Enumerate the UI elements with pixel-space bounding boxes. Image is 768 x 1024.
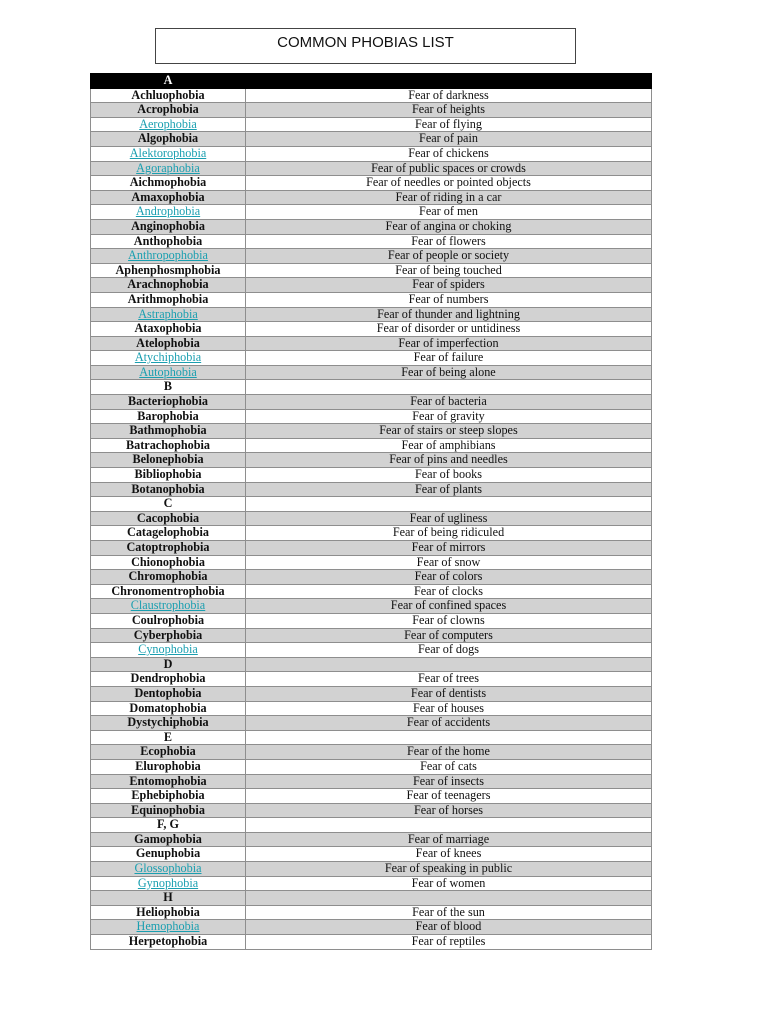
section-letter-row <box>91 891 652 906</box>
phobia-name: Anginophobia <box>91 219 246 234</box>
table-row <box>91 146 652 161</box>
phobia-name-link[interactable]: Cynophobia <box>91 643 246 658</box>
fear-description: Fear of the sun <box>246 905 652 920</box>
fear-description: Fear of plants <box>246 482 652 497</box>
phobia-name-link[interactable]: Astraphobia <box>91 307 246 322</box>
phobia-name-link[interactable]: Claustrophobia <box>91 599 246 614</box>
fear-description: Fear of colors <box>246 570 652 585</box>
table-row <box>91 716 652 731</box>
table-row <box>91 263 652 278</box>
phobias-table-body <box>91 74 652 950</box>
table-row <box>91 935 652 950</box>
table-row <box>91 789 652 804</box>
phobia-name-link[interactable]: Hemophobia <box>91 920 246 935</box>
table-row <box>91 219 652 234</box>
fear-description: Fear of women <box>246 876 652 891</box>
table-row <box>91 482 652 497</box>
table-row <box>91 205 652 220</box>
fear-description: Fear of dogs <box>246 643 652 658</box>
table-row <box>91 176 652 191</box>
table-row <box>91 234 652 249</box>
table-row <box>91 511 652 526</box>
phobia-name-link[interactable]: Anthropophobia <box>91 249 246 264</box>
phobia-name-link[interactable]: Alektorophobia <box>91 146 246 161</box>
phobia-name: Gamophobia <box>91 832 246 847</box>
phobia-name: Equinophobia <box>91 803 246 818</box>
phobias-table <box>90 73 652 950</box>
fear-description: Fear of dentists <box>246 686 652 701</box>
section-letter: C <box>91 497 246 512</box>
fear-description: Fear of angina or choking <box>246 219 652 234</box>
phobia-name: Chromophobia <box>91 570 246 585</box>
section-letter-row <box>91 818 652 833</box>
table-row <box>91 161 652 176</box>
phobia-name: Cyberphobia <box>91 628 246 643</box>
table-row <box>91 613 652 628</box>
phobia-name: Aphenphosmphobia <box>91 263 246 278</box>
fear-description: Fear of amphibians <box>246 438 652 453</box>
page-title: COMMON PHOBIAS LIST <box>155 28 576 64</box>
fear-description: Fear of snow <box>246 555 652 570</box>
phobia-name: Heliophobia <box>91 905 246 920</box>
fear-description: Fear of ugliness <box>246 511 652 526</box>
fear-description <box>246 730 652 745</box>
table-row <box>91 336 652 351</box>
table-row <box>91 570 652 585</box>
table-row <box>91 278 652 293</box>
fear-description: Fear of being touched <box>246 263 652 278</box>
table-row <box>91 774 652 789</box>
fear-description <box>246 818 652 833</box>
section-letter-row <box>91 74 652 89</box>
fear-description <box>246 74 652 89</box>
fear-description <box>246 497 652 512</box>
fear-description: Fear of heights <box>246 103 652 118</box>
phobia-name: Arachnophobia <box>91 278 246 293</box>
phobia-name: Arithmophobia <box>91 292 246 307</box>
phobia-name: Belonephobia <box>91 453 246 468</box>
fear-description: Fear of being ridiculed <box>246 526 652 541</box>
phobia-name: Catoptrophobia <box>91 541 246 556</box>
section-letter: B <box>91 380 246 395</box>
fear-description: Fear of clowns <box>246 613 652 628</box>
fear-description: Fear of thunder and lightning <box>246 307 652 322</box>
phobia-name: Ecophobia <box>91 745 246 760</box>
phobia-name: Ataxophobia <box>91 322 246 337</box>
fear-description: Fear of houses <box>246 701 652 716</box>
phobia-name: Dystychiphobia <box>91 716 246 731</box>
phobia-name: Genuphobia <box>91 847 246 862</box>
section-letter: E <box>91 730 246 745</box>
table-row <box>91 584 652 599</box>
table-row <box>91 862 652 877</box>
fear-description: Fear of clocks <box>246 584 652 599</box>
fear-description: Fear of accidents <box>246 716 652 731</box>
table-row <box>91 905 652 920</box>
phobia-name-link[interactable]: Agoraphobia <box>91 161 246 176</box>
fear-description: Fear of pain <box>246 132 652 147</box>
phobia-name: Amaxophobia <box>91 190 246 205</box>
phobia-name-link[interactable]: Gynophobia <box>91 876 246 891</box>
phobia-name: Ephebiphobia <box>91 789 246 804</box>
fear-description: Fear of gravity <box>246 409 652 424</box>
phobia-name: Coulrophobia <box>91 613 246 628</box>
phobia-name: Batrachophobia <box>91 438 246 453</box>
table-row <box>91 803 652 818</box>
fear-description: Fear of spiders <box>246 278 652 293</box>
phobia-name: Achluophobia <box>91 88 246 103</box>
fear-description: Fear of being alone <box>246 365 652 380</box>
phobia-name: Aichmophobia <box>91 176 246 191</box>
phobia-name: Herpetophobia <box>91 935 246 950</box>
table-row <box>91 876 652 891</box>
section-letter: F, G <box>91 818 246 833</box>
table-row <box>91 541 652 556</box>
table-row <box>91 599 652 614</box>
table-row <box>91 759 652 774</box>
fear-description: Fear of chickens <box>246 146 652 161</box>
phobia-name: Domatophobia <box>91 701 246 716</box>
fear-description <box>246 380 652 395</box>
phobia-name: Anthophobia <box>91 234 246 249</box>
table-row <box>91 365 652 380</box>
phobia-name: Chionophobia <box>91 555 246 570</box>
fear-description: Fear of public spaces or crowds <box>246 161 652 176</box>
table-row <box>91 409 652 424</box>
section-letter: A <box>91 74 246 89</box>
table-row <box>91 132 652 147</box>
table-row <box>91 453 652 468</box>
section-letter-row <box>91 657 652 672</box>
phobia-name: Atelophobia <box>91 336 246 351</box>
table-row <box>91 643 652 658</box>
section-letter-row <box>91 730 652 745</box>
table-row <box>91 307 652 322</box>
fear-description: Fear of flying <box>246 117 652 132</box>
fear-description: Fear of riding in a car <box>246 190 652 205</box>
table-row <box>91 628 652 643</box>
section-letter: D <box>91 657 246 672</box>
phobia-name-link[interactable]: Androphobia <box>91 205 246 220</box>
section-letter-row <box>91 497 652 512</box>
section-letter: H <box>91 891 246 906</box>
phobia-name: Chronomentrophobia <box>91 584 246 599</box>
phobia-name-link[interactable]: Autophobia <box>91 365 246 380</box>
table-row <box>91 292 652 307</box>
fear-description: Fear of numbers <box>246 292 652 307</box>
section-letter-row <box>91 380 652 395</box>
fear-description: Fear of trees <box>246 672 652 687</box>
fear-description: Fear of mirrors <box>246 541 652 556</box>
fear-description: Fear of reptiles <box>246 935 652 950</box>
fear-description: Fear of pins and needles <box>246 453 652 468</box>
table-row <box>91 351 652 366</box>
fear-description <box>246 891 652 906</box>
table-row <box>91 395 652 410</box>
phobia-name: Algophobia <box>91 132 246 147</box>
table-row <box>91 832 652 847</box>
phobia-name: Bacteriophobia <box>91 395 246 410</box>
fear-description: Fear of blood <box>246 920 652 935</box>
fear-description: Fear of stairs or steep slopes <box>246 424 652 439</box>
fear-description: Fear of imperfection <box>246 336 652 351</box>
table-row <box>91 555 652 570</box>
table-row <box>91 322 652 337</box>
phobia-name: Bibliophobia <box>91 468 246 483</box>
fear-description: Fear of men <box>246 205 652 220</box>
table-row <box>91 103 652 118</box>
table-row <box>91 88 652 103</box>
phobia-name: Dendrophobia <box>91 672 246 687</box>
fear-description: Fear of the home <box>246 745 652 760</box>
fear-description <box>246 657 652 672</box>
table-row <box>91 672 652 687</box>
fear-description: Fear of cats <box>246 759 652 774</box>
phobia-name: Dentophobia <box>91 686 246 701</box>
phobia-name: Botanophobia <box>91 482 246 497</box>
phobia-name: Elurophobia <box>91 759 246 774</box>
table-row <box>91 920 652 935</box>
fear-description: Fear of speaking in public <box>246 862 652 877</box>
fear-description: Fear of books <box>246 468 652 483</box>
fear-description: Fear of people or society <box>246 249 652 264</box>
phobia-name: Acrophobia <box>91 103 246 118</box>
fear-description: Fear of computers <box>246 628 652 643</box>
phobia-name-link[interactable]: Atychiphobia <box>91 351 246 366</box>
fear-description: Fear of marriage <box>246 832 652 847</box>
fear-description: Fear of darkness <box>246 88 652 103</box>
fear-description: Fear of horses <box>246 803 652 818</box>
fear-description: Fear of failure <box>246 351 652 366</box>
table-row <box>91 847 652 862</box>
phobia-name: Bathmophobia <box>91 424 246 439</box>
table-row <box>91 468 652 483</box>
table-row <box>91 745 652 760</box>
table-row <box>91 117 652 132</box>
table-row <box>91 190 652 205</box>
fear-description: Fear of flowers <box>246 234 652 249</box>
fear-description: Fear of disorder or untidiness <box>246 322 652 337</box>
fear-description: Fear of needles or pointed objects <box>246 176 652 191</box>
table-row <box>91 424 652 439</box>
fear-description: Fear of bacteria <box>246 395 652 410</box>
phobia-name-link[interactable]: Glossophobia <box>91 862 246 877</box>
table-row <box>91 249 652 264</box>
table-row <box>91 438 652 453</box>
phobia-name: Catagelophobia <box>91 526 246 541</box>
fear-description: Fear of confined spaces <box>246 599 652 614</box>
phobia-name-link[interactable]: Aerophobia <box>91 117 246 132</box>
fear-description: Fear of teenagers <box>246 789 652 804</box>
fear-description: Fear of knees <box>246 847 652 862</box>
phobia-name: Cacophobia <box>91 511 246 526</box>
phobia-name: Entomophobia <box>91 774 246 789</box>
fear-description: Fear of insects <box>246 774 652 789</box>
table-row <box>91 686 652 701</box>
table-row <box>91 701 652 716</box>
table-row <box>91 526 652 541</box>
phobia-name: Barophobia <box>91 409 246 424</box>
